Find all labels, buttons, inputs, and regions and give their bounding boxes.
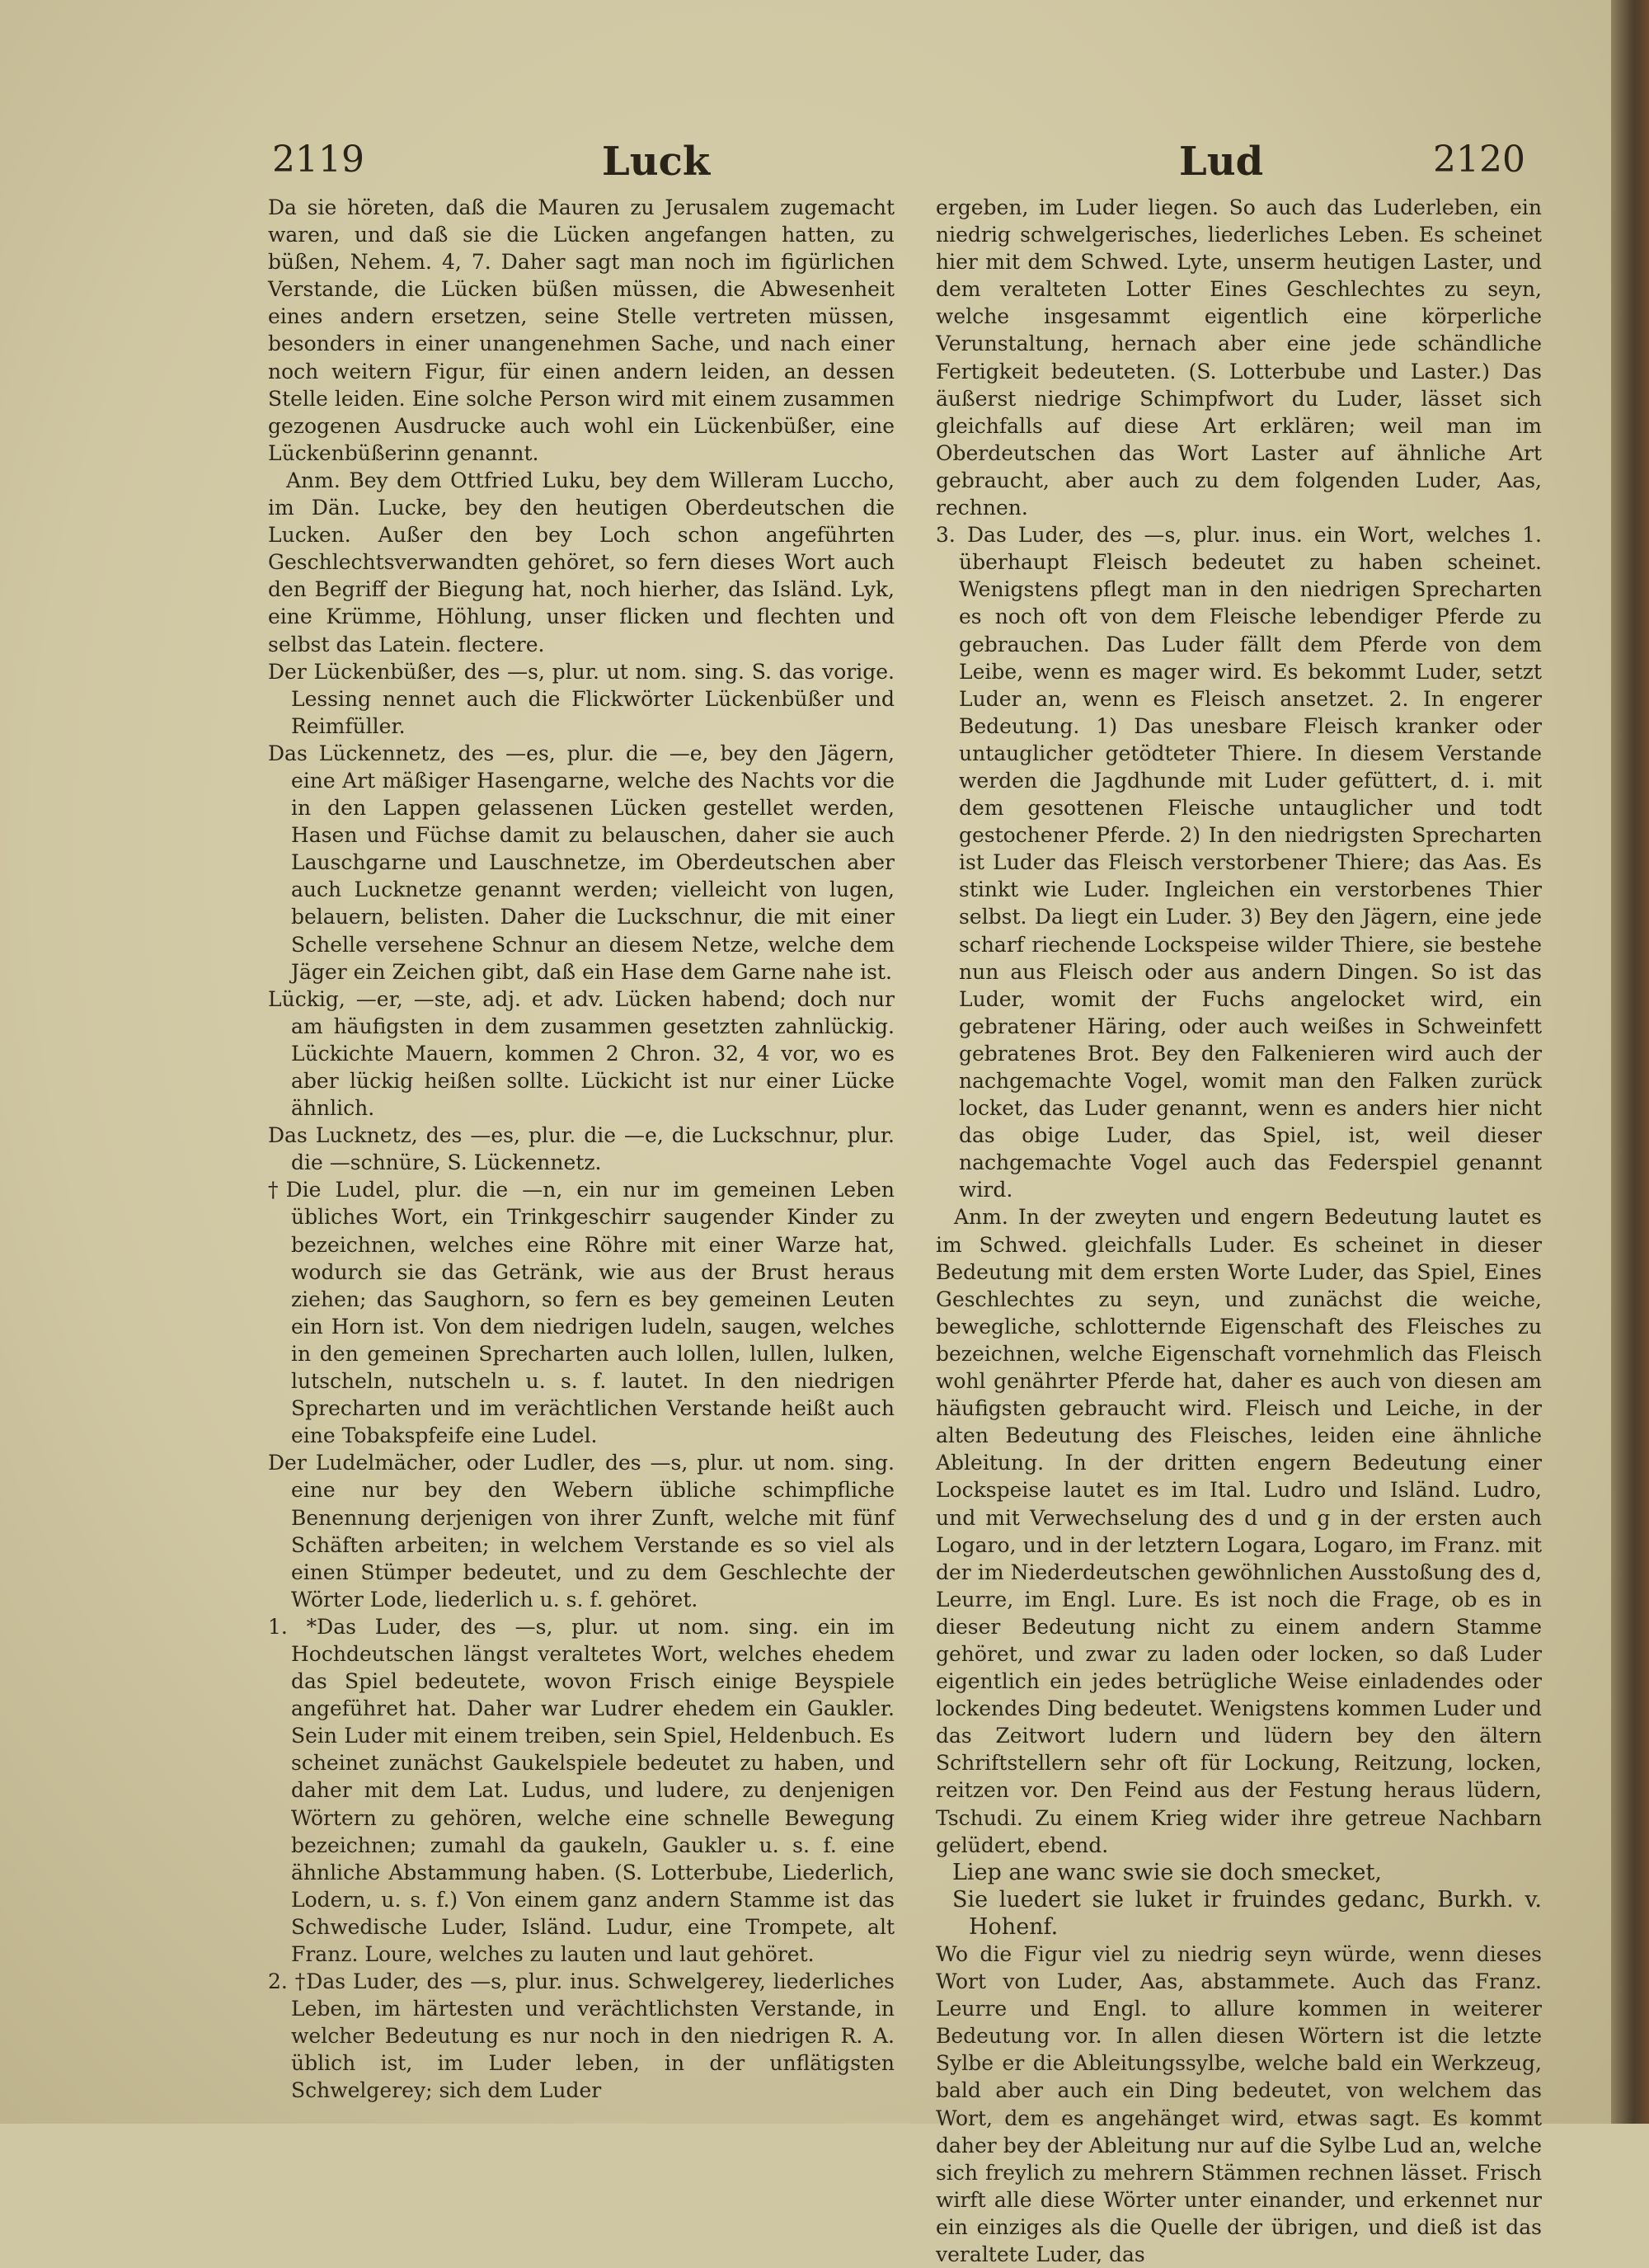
catchword-left: Luck [602, 139, 711, 185]
entry-luder-2: 2. †Das Luder, des —s, plur. inus. Schwelgerey, liederliches Leben, im härtesten und verächtlichsten Verstande, in welcher Bedeutung es nur noch in den niedrigen R. A. üblich ist, im Luder leben, in der unflätigsten Schwelgerey; sich dem Luder [268, 1969, 895, 2103]
entry-ludel: †Die Ludel, plur. die —n, ein nur im gemeinen Leben übliches Wort, ein Trinkgeschirr saugender Kinder zu bezeichnen, welches eine Röhre mit einer Warze hat, wodurch sie das Getränk, wie aus der Brust heraus ziehen; das Saughorn, so fern es bey gemeinen Leuten ein Horn ist. Von dem niedrigen ludeln, saugen, welches in den gemeinen Sprecharten auch lollen, lullen, lulken, lutscheln, nutscheln u. s. f. lautet. In den niedrigen Sprecharten und im verächtlichen Verstande heißt auch eine Tobakspfeife eine Ludel. [268, 1178, 895, 1448]
entry-lueckig: Lückig, —er, —ste, adj. et adv. Lücken habend; doch nur am häufigsten in dem zusammen gesetzten zahnlückig. Lückichte Mauern, kommen 2 Chron. 32, 4 vor, wo es aber lückig heißen sollte. Lückicht ist nur einer Lücke ähnlich. [268, 986, 895, 1121]
entry-annotation-luder: Anm. In der zweyten und engern Bedeutung lautet es im Schwed. gleichfalls Luder. Es scheinet in dieser Bedeutung mit dem ersten Worte Luder, das Spiel, Eines Geschlechtes zu seyn, und zunächst die weiche, bewegliche, schlotternde Eigenschaft des Fleisches zu bezeichnen, welche Eigenschaft vornehmlich das Fleisch wohl genährter Pferde hat, daher es auch von diesen am häufigsten gebraucht wird. Fleisch und Leiche, in der alten Bedeutung des Fleisches, leiden eine ähnliche Ableitung. In der dritten engern Bedeutung einer Lockspeise lautet es im Ital. Ludro und Isländ. Ludro, und mit Verwechselung des d und g in der ersten auch Logaro, und in der letztern Logara, Logaro, im Franz. mit der im Niederdeutschen gewöhnlichen Ausstoßung des d, Leurre, im Engl. Lure. Es ist noch die Frage, ob es in dieser Bedeutung nicht zu einem andern Stamme gehöret, und zwar zu laden oder locken, so daß Luder eigentlich ein jedes betrügliche Weise einladendes oder lockendes Ding bedeutet. Wenigstens kommen Luder und das Zeitwort ludern und lüdern bey den ältern Schriftstellern sehr oft für Lockung, Reitzung, locken, reitzen vor. Den Feind aus der Festung heraus lüdern, Tschudi. Zu einem Krieg wider ihre getreue Nachbarn gelüdert, ebend. [936, 1205, 1542, 1857]
page-number-left: 2119 [272, 139, 364, 181]
entry-ludelmaecher: Der Ludelmächer, oder Ludler, des —s, plur. ut nom. sing. eine nur bey den Webern übliche schimpfliche Benennung derjenigen von ihrer Zunft, welche mit fünf Schäften arbeiten; in welchem Verstande es so viel als einen Stümper bedeutet, und zu dem Geschlechte der Wörter Lode, liederlich u. s. f. gehöret. [268, 1451, 895, 1612]
page-header [272, 124, 1525, 190]
left-column [268, 194, 895, 2105]
page-number-right: 2120 [1433, 139, 1525, 181]
entry-lueckennetz: Das Lückennetz, des —es, plur. die —e, bey den Jägern, eine Art mäßiger Hasengarne, welche des Nachts vor die in den Lappen gelassenen Lücken gestellet werden, Hasen und Füchse damit zu belauschen, daher sie auch Lauschgarne und Lauschnetze, im Oberdeutschen aber auch Lucknetze genannt werden; vielleicht von lugen, belauern, belisten. Daher die Luckschnur, die mit einer Schelle versehene Schnur an diesem Netze, welche dem Jäger ein Zeichen gibt, daß ein Hase dem Garne nahe ist. [268, 741, 895, 984]
entry-lueckenbuesser: Der Lückenbüßer, des —s, plur. ut nom. sing. S. das vorige. Lessing nennet auch die Flickwörter Lückenbüßer und Reimfüller. [268, 659, 895, 738]
book-binding-edge [1611, 0, 1649, 2124]
entry-lucknetz: Das Lucknetz, des —es, plur. die —e, die Luckschnur, plur. die —schnüre, S. Lückennetz. [268, 1123, 895, 1175]
entry-luder-3: 3. Das Luder, des —s, plur. inus. ein Wort, welches 1. überhaupt Fleisch bedeutet zu haben scheinet. Wenigstens pflegt man in den niedrigen Sprecharten es noch oft von dem Fleische lebendiger Pferde zu gebrauchen. Das Luder fällt dem Pferde von dem Leibe, wenn es mager wird. Es bekommt Luder, setzt Luder an, wenn es Fleisch ansetzet. 2. In engerer Bedeutung. 1) Das unesbare Fleisch kranker oder untauglicher getödteter Thiere. In diesem Verstande werden die Jagdhunde mit Luder gefüttert, d. i. mit dem gesottenen Fleische untauglicher und todt gestochener Pferde. 2) In den niedrigsten Sprecharten ist Luder das Fleisch verstorbener Thiere; das Aas. Es stinkt wie Luder. Ingleichen ein verstorbenes Thier selbst. Da liegt ein Luder. 3) Bey den Jägern, eine jede scharf riechende Lockspeise wilder Thiere, sie bestehe nun aus Fleisch oder aus andern Dingen. So ist das Luder, womit der Fuchs angelocket wird, ein gebratener Häring, oder auch weißes in Schweinfett gebratenes Brot. Bey den Falkenieren wird auch der nachgemachte Vogel, womit man den Falken zurück locket, das Luder genannt, wenn es anders hier nicht das obige Luder, das Spiel, ist, weil dieser nachgemachte Vogel auch das Federspiel genannt wird. [936, 523, 1542, 1202]
verse-line-2: Sie luedert sie luket ir fruindes gedanc, Burkh. v. Hohenf. [952, 1886, 1542, 1940]
catchword-right: Lud [1179, 139, 1264, 185]
entry-continuation: Da sie höreten, daß die Mauren zu Jerusalem zugemacht waren, und daß sie die Lücken angefangen hatten, zu büßen, Nehem. 4, 7. Daher sagt man noch im figürlichen Verstande, die Lücken büßen müssen, die Abwesenheit eines andern ersetzen, seine Stelle vertreten müssen, besonders in einer unangenehmen Sache, und nach einer noch weitern Figur, für einen andern leiden, an dessen Stelle leiden. Eine solche Person wird mit einem zusammen gezogenen Ausdrucke auch wohl ein Lückenbüßer, eine Lückenbüßerinn genannt. [268, 195, 895, 465]
entry-annotation-continuation: Wo die Figur viel zu niedrig seyn würde, wenn dieses Wort von Luder, Aas, abstammete. Auch das Franz. Leurre und Engl. to allure kommen in weiterer Bedeutung vor. In allen diesen Wörtern ist die letzte Sylbe er die Ableitungssylbe, welche bald ein Werkzeug, bald aber auch ein Ding bedeutet, von welchem das Wort, dem es angehänget wird, etwas sagt. Es kommt daher bey der Ableitung nur auf die Sylbe Lud an, welche sich freylich zu mehrern Stämmen rechnen lässet. Frisch wirft alle diese Wörter unter einander, und erkennet nur ein einziges als die Quelle der übrigen, und dieß ist das veraltete Luder, das [936, 1942, 1542, 2267]
verse-line-1: Liep ane wanc swie sie doch smecket, [952, 1859, 1382, 1885]
entry-luder-2-continuation: ergeben, im Luder liegen. So auch das Luderleben, ein niedrig schwelgerisches, liederliches Leben. Es scheinet hier mit dem Schwed. Lyte, unserm heutigen Laster, und dem veralteten Lotter Eines Geschlechtes zu seyn, welche insgesammt eigentlich eine körperliche Verunstaltung, hernach aber eine jede schändliche Fertigkeit bedeuteten. (S. Lotterbube und Laster.) Das äußerst niedrige Schimpfwort du Luder, lässet sich gleichfalls auf diese Art erklären; weil man im Oberdeutschen das Wort Laster auf ähnliche Art gebraucht, aber auch zu dem folgenden Luder, Aas, rechnen. [936, 195, 1542, 520]
entry-luder-1: 1. *Das Luder, des —s, plur. ut nom. sing. ein im Hochdeutschen längst veraltetes Wort, welches ehedem das Spiel bedeutete, wovon Frisch einige Beyspiele angeführet hat. Daher war Ludrer ehedem ein Gaukler. Sein Luder mit einem treiben, sein Spiel, Heldenbuch. Es scheinet zunächst Gaukelspiele bedeutet zu haben, und daher mit dem Lat. Ludus, und ludere, zu denjenigen Wörtern zu gehören, welche eine schnelle Bewegung bezeichnen; zumahl da gaukeln, Gaukler u. s. f. eine ähnliche Abstammung haben. (S. Lotterbube, Liederlich, Lodern, u. s. f.) Von einem ganz andern Stamme ist das Schwedische Luder, Isländ. Ludur, eine Trompete, alt Franz. Loure, welches zu lauten und laut gehöret. [268, 1614, 895, 1966]
entry-annotation: Anm. Bey dem Ottfried Luku, bey dem Willeram Luccho, im Dän. Lucke, bey den heutigen Oberdeutschen die Lucken. Außer den bey Loch schon angeführten Geschlechtsverwandten gehöret, so fern dieses Wort auch den Begriff der Biegung hat, noch hierher, das Isländ. Lyk, eine Krümme, Höhlung, unser flicken und flechten und selbst das Latein. flectere. [268, 468, 895, 656]
right-column [936, 194, 1542, 2268]
